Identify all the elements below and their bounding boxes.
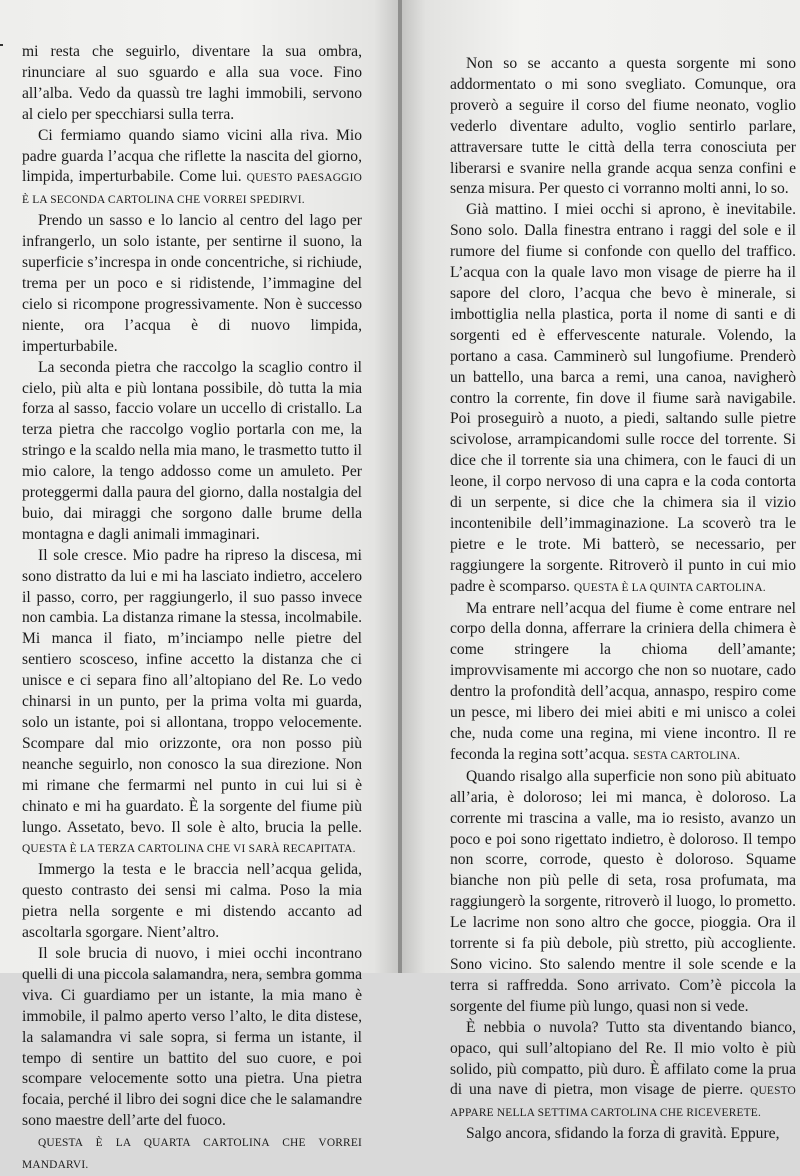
paragraph (450, 767, 796, 1018)
postcard-caption: QUESTO APPARE NELLA SETTIMA CARTOLINA CHE RICEVERETE. (450, 1085, 796, 1120)
left-text-column (22, 42, 362, 1176)
paragraph-text: Ci fermiamo quando siamo vicini alla riva. Mio padre guarda l’acqua che riflette la nascita del giorno, limpida, imperturbabile. Come lui. (22, 126, 362, 186)
paragraph-text: Già mattino. I miei occhi si aprono, è inevitabile. Sono solo. Dalla finestra entrano i raggi del sole e il rumore del fiume si confonde con quello del traffico. L’acqua con la quale lavo mon visage de pierre ha il sapore del cloro, l’acqua che bevo è minerale, si imbottiglia nella plastica, porta il nome di santi e di sorgenti ed è effervescente naturale. Volendo, la portano a casa. Camminerò sul lungofiume. Prenderò un battello, una barca a remi, una canoa, navigherò contro la corrente, fin dove il fiume sarà navigabile. Poi proseguirò a nuoto, a piedi, saltando sulle pietre scivolose, arrampicandomi sulle rocce del torrente. Si dice che il torrente sia una chimera, con le fauci di un leone, il corpo nervoso di una capra e la coda contorta di un serpente, si dice che la chimera sia il vizio incontenibile dell’immaginazione. La scoverò tra le pietre e le trote. Mi batterò, se necessario, per raggiungere la sorgente. Ritroverò il punto in cui mio padre è scomparso. (450, 201, 796, 595)
paragraph-text: Salgo ancora, sfidando la forza di gravità. Eppure, (466, 1125, 780, 1143)
paragraph (22, 860, 362, 944)
paragraph-text: Ma entrare nell’acqua del fiume è come entrare nel corpo della donna, afferrare la criniera della chimera è come stringere la chioma dell’amante; improvvisamente mi accorgo che non so nuotare, cado dentro la profondità dell’acqua, annaspo, respiro come un pesce, mi libero dei miei abiti e mi unisco a colei che, nuda come una regina, mi viene incontro. Il re feconda la regina sott’acqua. (450, 599, 796, 763)
postcard-caption: QUESTA È LA QUARTA CARTOLINA CHE VORREI MANDARVI. (22, 1137, 362, 1172)
paragraph (22, 42, 362, 126)
left-page (0, 0, 398, 1172)
paragraph-text: Immergo la testa e le braccia nell’acqua gelida, questo contrasto dei sensi mi calma. Poso la mia pietra nella sorgente e mi distendo accanto ad ascoltarla sgorgare. Nient’altro. (22, 861, 362, 942)
paragraph (22, 211, 362, 357)
paragraph-text: Prendo un sasso e lo lancio al centro del lago per infrangerlo, un solo istante, per sentirne il suono, la superficie s’increspa in onde concentriche, si richiude, trema per un poco e si ridistende, l’immagine del cielo si ricompone progressivamente. Non è successo niente, ora l’acqua è di nuovo limpida, imperturbabile. (22, 212, 362, 355)
postcard-caption: QUESTA È LA TERZA CARTOLINA CHE VI SARÀ RECAPITATA. (22, 843, 356, 856)
paragraph (450, 599, 796, 767)
page-mark (0, 44, 3, 46)
paragraph-text: Il sole brucia di nuovo, i miei occhi incontrano quelli di una piccola salamandra, nera, sembra gomma viva. Ci guardiamo per un istante, la mia mano è immobile, il palmo aperto verso l’alto, le dita distese, la salamandra vi sale sopra, si ferma un istante, il tempo di sentire un battito del suo cuore, e poi scompare velocemente sotto una pietra. Una pietra focaia, perché il libro dei sogni dice che le salamandre sono maestre dell’arte del fuoco. (22, 944, 362, 1130)
paragraph (22, 546, 362, 861)
paragraph (22, 1132, 362, 1176)
right-page (402, 0, 800, 1143)
paragraph (450, 200, 796, 598)
paragraph (450, 1018, 796, 1125)
paragraph (450, 1124, 796, 1145)
right-text-column (450, 54, 796, 1145)
postcard-caption: QUESTO PAESAGGIO È LA SECONDA CARTOLINA CHE VORREI SPEDIRVI. (22, 172, 363, 207)
paragraph-text: Non so se accanto a questa sorgente mi sono addormentato o mi sono svegliato. Comunque, ora proverò a seguire il corso del fiume neonato, voglio vederlo diventare adulto, voglio sentirlo parlare, attraversare tutte le città della terra conosciuta per liberarsi e svanire nella grande acqua senza confini e senza misura. Per questo ci vorranno molti anni, lo so. (450, 55, 796, 198)
paragraph-text: È nebbia o nuvola? Tutto sta diventando bianco, opaco, qui sull’altopiano del Re. Il mio volto è più solido, più compatto, più duro. È affilato come la prua di una nave di pietra, mon visage de pierre. (450, 1018, 796, 1099)
paragraph (22, 358, 362, 546)
paragraph-text: mi resta che seguirlo, diventare la sua ombra, rinunciare al suo sguardo e alla sua voce. Fino all’alba. Vedo da quassù tre laghi immobili, servono al cielo per specchiarsi sulla terra. (22, 43, 362, 123)
paragraph (450, 54, 796, 200)
postcard-caption: SESTA CARTOLINA. (633, 749, 741, 762)
paragraph (22, 126, 362, 212)
paragraph-text: Il sole cresce. Mio padre ha ripreso la discesa, mi sono distratto da lui e mi ha lasciato indietro, accelero il passo, corro, per raggiungerlo, il suo passo invece non cambia. La distanza rimane la stessa, incolmabile. Mi manca il fiato, m’inciampo nelle pietre del sentiero scosceso, infine accetto la distanza che ci unisce e ci separa fino all’altopiano del Re. Lo vedo chinarsi in un punto, per la prima volta mi guarda, solo un istante, poi si allontana, troppo velocemente. Scompare dal mio orizzonte, ora non posso più neanche seguirlo, non conosco la sua direzione. Non mi rimane che fermarmi nel punto in cui lui si è chinato e mi ha guardato. È la sorgente del fiume più lungo. Assetato, bevo. Il sole è alto, brucia la pelle. (22, 546, 362, 836)
postcard-caption: QUESTA È LA QUINTA CARTOLINA. (573, 581, 766, 594)
paragraph (22, 944, 362, 1132)
paragraph-text: La seconda pietra che raccolgo la scaglio contro il cielo, più alta e più lontana possibile, dò tutta la mia forza al sasso, faccio volare un uccello di cristallo. La terza pietra che raccolgo voglio portarla con me, la stringo e la scaldo nella mia mano, le trasmetto tutto il mio calore, la tengo addosso come un amuleto. Per proteggermi dalla paura del giorno, dalla nostalgia del buio, dai miraggi che sorgono dalle brume della montagna e dagli animali immaginari. (22, 358, 362, 543)
paragraph-text: Quando risalgo alla superficie non sono più abituato all’aria, è doloroso; lei mi manca, è doloroso. La corrente mi trascina a valle, ma io resisto, avanzo un poco e poi sono rigettato indietro, è doloroso. Il tempo non scorre, corrode, questo è doloroso. Squame bianche non più pelle di seta, rosa profumata, ma raggiungerò la sorgente, ritroverò il luogo, lo prometto. Le lacrime non sono altro che gocce, pioggia. Ora il torrente si fa più debole, più stretto, più accogliente. Sono vicino. Sto salendo mentre il sole scende e la terra si raffredda. Sono arrivato. Com’è piccola la sorgente del fiume più lungo, quasi non si vede. (450, 767, 796, 1015)
